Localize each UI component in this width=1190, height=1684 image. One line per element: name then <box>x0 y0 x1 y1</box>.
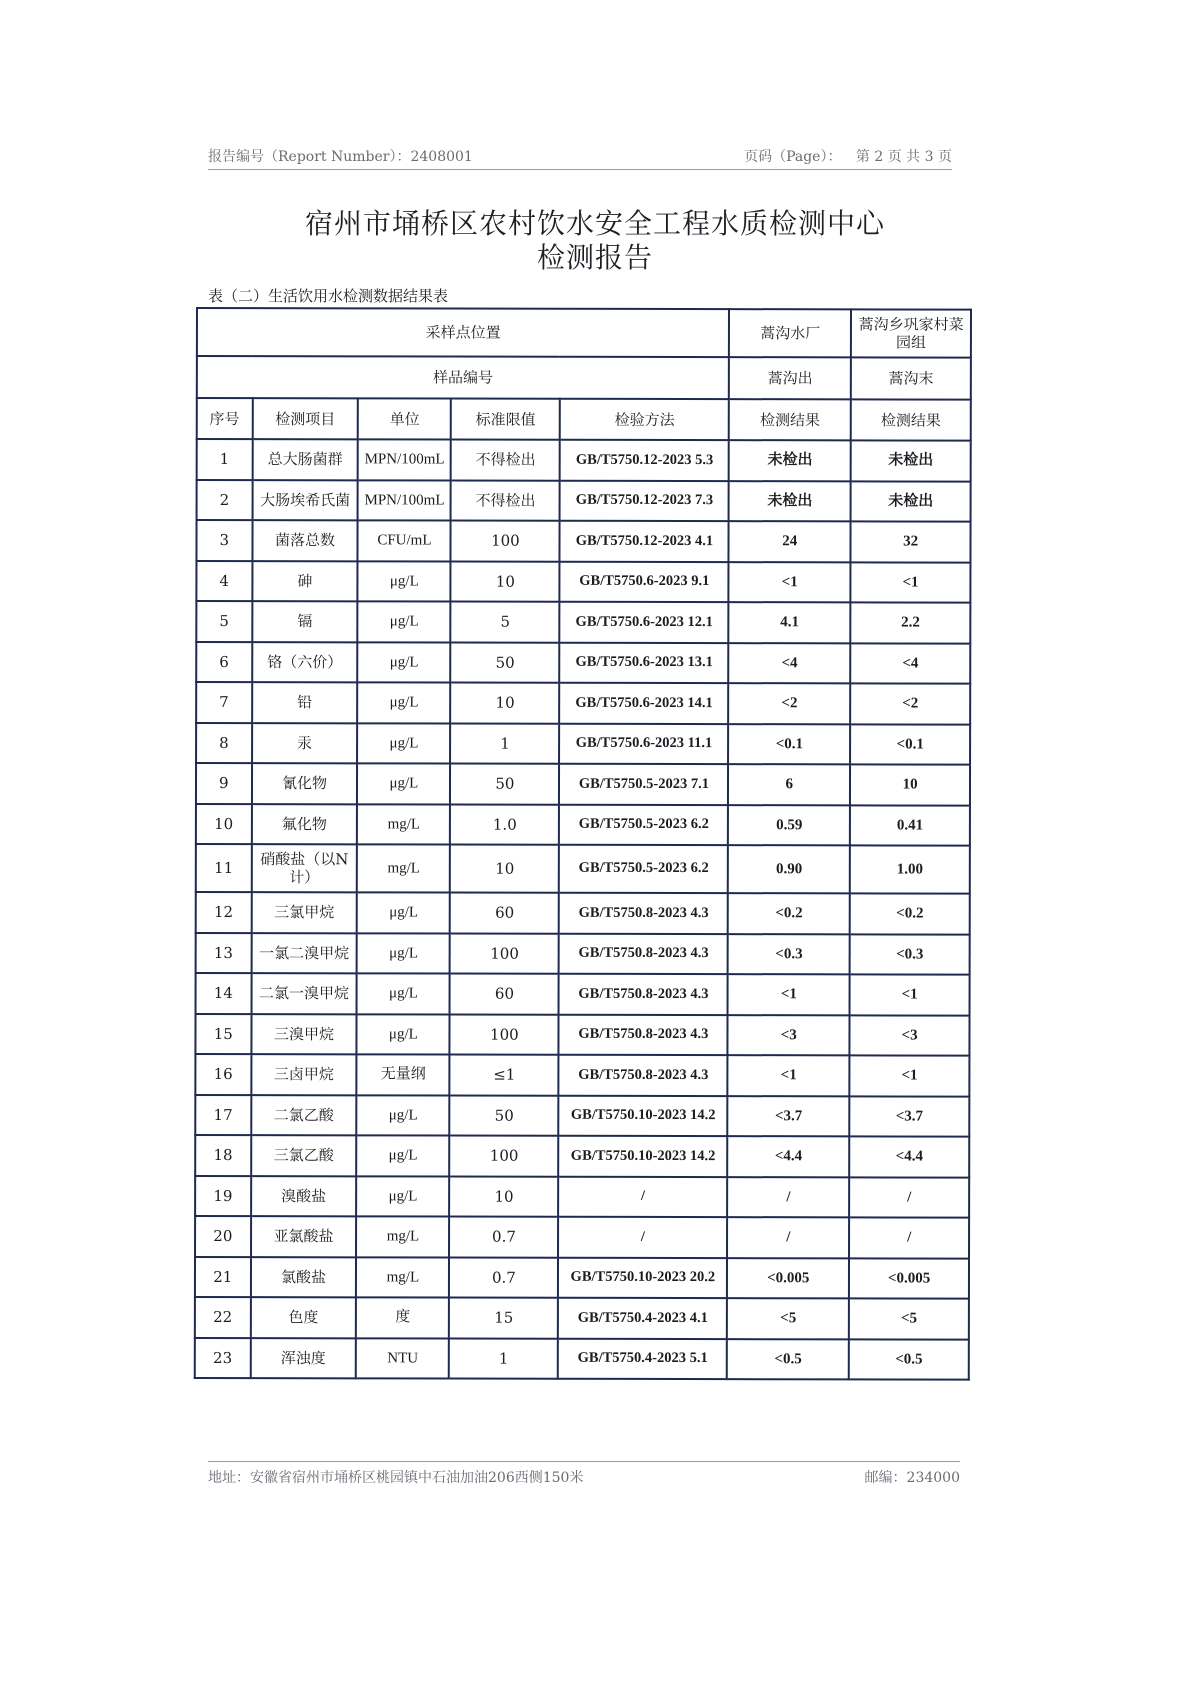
test-item: 色度 <box>250 1297 356 1338</box>
test-method: GB/T5750.4-2023 5.1 <box>558 1338 727 1379</box>
unit: MPN/100mL <box>358 439 451 480</box>
standard-limit: ≤1 <box>450 1055 559 1096</box>
site1-result: 24 <box>729 521 851 562</box>
test-method: GB/T5750.10-2023 14.2 <box>559 1136 728 1177</box>
standard-limit: 1 <box>450 723 559 764</box>
site2-result: <3.7 <box>849 1096 969 1137</box>
test-method: GB/T5750.6-2023 12.1 <box>560 602 729 643</box>
test-item: 三卤甲烷 <box>251 1054 357 1095</box>
test-item: 铬（六价） <box>252 642 358 683</box>
unit: μg/L <box>357 933 450 974</box>
row-number: 4 <box>196 561 252 602</box>
test-item: 三氯甲烷 <box>251 892 357 933</box>
site1-result: 未检出 <box>729 481 851 522</box>
row-number: 6 <box>196 642 252 683</box>
test-item: 菌落总数 <box>252 520 358 561</box>
site1-result: <1 <box>728 974 850 1015</box>
site2-result: <0.2 <box>850 893 970 934</box>
column-header: 标准限值 <box>451 399 560 440</box>
site2-result: <1 <box>850 1055 970 1096</box>
unit: μg/L <box>358 561 451 602</box>
standard-limit: 0.7 <box>449 1217 558 1258</box>
report-number: 报告编号（Report Number）：2408001 <box>208 149 473 165</box>
site1-result: 0.59 <box>728 805 850 846</box>
standard-limit: 10 <box>451 683 560 724</box>
unit: MPN/100mL <box>358 480 451 521</box>
footer-postcode: 邮编：234000 <box>864 1470 960 1486</box>
test-item: 一氯二溴甲烷 <box>251 933 357 974</box>
footer-address: 地址：安徽省宿州市埇桥区桃园镇中石油加油206西侧150米 <box>208 1470 584 1486</box>
site1-result: 4.1 <box>729 602 851 643</box>
test-method: / <box>559 1176 728 1217</box>
test-method: GB/T5750.10-2023 20.2 <box>558 1257 727 1298</box>
row-number: 15 <box>195 1014 251 1055</box>
standard-limit: 60 <box>450 893 559 934</box>
test-item: 铅 <box>252 682 358 723</box>
row-number: 21 <box>195 1257 251 1298</box>
unit: μg/L <box>357 1135 450 1176</box>
site2-result: / <box>849 1177 969 1218</box>
table-row <box>196 892 970 934</box>
unit: μg/L <box>357 973 450 1014</box>
site1-result: <2 <box>729 683 851 724</box>
site2-result: 未检出 <box>851 481 971 522</box>
site2-result: <2 <box>850 683 970 724</box>
table-row <box>195 1297 969 1339</box>
row-number: 3 <box>196 520 252 561</box>
row-number: 19 <box>195 1176 251 1217</box>
standard-limit: 50 <box>450 764 559 805</box>
unit: mg/L <box>357 804 450 845</box>
column-header: 检测结果 <box>729 399 851 440</box>
row-number: 23 <box>195 1337 251 1378</box>
column-header: 检测结果 <box>851 399 971 440</box>
test-item: 二氯一溴甲烷 <box>251 973 357 1014</box>
test-item: 总大肠菌群 <box>252 439 358 480</box>
test-method: GB/T5750.5-2023 6.2 <box>559 845 728 893</box>
row-number: 12 <box>196 892 252 933</box>
site1-result: <0.005 <box>727 1258 849 1299</box>
unit: μg/L <box>358 601 451 642</box>
page-label: 页码（Page）： <box>744 149 842 165</box>
sampling-location-row <box>197 308 971 358</box>
column-header: 序号 <box>197 398 253 439</box>
row-number: 18 <box>195 1135 251 1176</box>
sample-id-row <box>197 356 971 400</box>
row-number: 1 <box>197 439 253 480</box>
site2-result: / <box>849 1217 969 1258</box>
site1-result: <4 <box>729 643 851 684</box>
table-row <box>195 1095 969 1137</box>
site1-result: <0.5 <box>727 1339 849 1380</box>
table-row <box>195 1337 969 1379</box>
site1-result: <3 <box>728 1015 850 1056</box>
test-method: GB/T5750.6-2023 13.1 <box>560 642 729 683</box>
table-row <box>196 520 970 562</box>
sample-id-label: 样品编号 <box>197 356 729 399</box>
site1-result: <0.1 <box>728 724 850 765</box>
site2-result: <0.3 <box>850 934 970 975</box>
row-number: 16 <box>195 1054 251 1095</box>
site1-result: 0.90 <box>728 845 850 893</box>
row-number: 14 <box>196 973 252 1014</box>
table-row <box>195 1216 969 1258</box>
unit: 度 <box>356 1297 449 1338</box>
row-number: 22 <box>195 1297 251 1338</box>
results-table <box>194 307 972 1381</box>
table-row <box>196 601 970 643</box>
row-number: 7 <box>196 682 252 723</box>
site1-result: / <box>727 1217 849 1258</box>
test-item: 三氯乙酸 <box>251 1135 357 1176</box>
site2-result: <1 <box>850 974 970 1015</box>
test-method: GB/T5750.8-2023 4.3 <box>559 893 728 934</box>
site1-result: <1 <box>728 1055 850 1096</box>
standard-limit: 0.7 <box>449 1257 558 1298</box>
column-header: 检测项目 <box>252 398 358 439</box>
table-row <box>196 763 970 805</box>
site1-result: 6 <box>728 764 850 805</box>
unit: μg/L <box>357 1176 450 1217</box>
test-method: GB/T5750.8-2023 4.3 <box>559 1014 728 1055</box>
test-method: GB/T5750.12-2023 4.1 <box>560 521 729 562</box>
test-item: 三溴甲烷 <box>251 1014 357 1055</box>
site1-result: <0.3 <box>728 934 850 975</box>
site1-result: <3.7 <box>728 1096 850 1137</box>
site1-result: / <box>727 1177 849 1218</box>
row-number: 11 <box>196 844 252 892</box>
site1-result: <0.2 <box>728 893 850 934</box>
test-method: GB/T5750.4-2023 4.1 <box>558 1298 727 1339</box>
site2-result: 32 <box>851 521 971 562</box>
site2-result: 未检出 <box>851 440 971 481</box>
unit: μg/L <box>357 892 450 933</box>
site1-result: <1 <box>729 562 851 603</box>
column-header: 检验方法 <box>560 399 729 440</box>
table-row <box>195 1014 969 1056</box>
table-row <box>196 804 970 846</box>
test-method: GB/T5750.5-2023 6.2 <box>559 804 728 845</box>
unit: CFU/mL <box>358 520 451 561</box>
standard-limit: 100 <box>450 1136 559 1177</box>
results-table-body <box>195 308 971 1380</box>
test-method: GB/T5750.10-2023 14.2 <box>559 1095 728 1136</box>
test-method: GB/T5750.6-2023 14.1 <box>560 683 729 724</box>
standard-limit: 10 <box>450 1176 559 1217</box>
table-row <box>196 642 970 684</box>
table-row <box>195 1054 969 1096</box>
table-caption: 表（二）生活饮用水检测数据结果表 <box>208 287 449 305</box>
column-header-row <box>197 398 971 441</box>
site2-location: 蒿沟乡巩家村菜园组 <box>851 309 971 357</box>
standard-limit: 100 <box>451 521 560 562</box>
unit: mg/L <box>357 844 450 892</box>
report-title: 检测报告 <box>536 241 653 274</box>
test-item: 氰化物 <box>252 763 358 804</box>
row-number: 8 <box>196 723 252 764</box>
standard-limit: 10 <box>450 845 559 893</box>
test-method: GB/T5750.8-2023 4.3 <box>559 933 728 974</box>
unit: μg/L <box>357 1095 450 1136</box>
test-item: 镉 <box>252 601 358 642</box>
unit: μg/L <box>358 682 451 723</box>
standard-limit: 50 <box>451 642 560 683</box>
unit: μg/L <box>357 1014 450 1055</box>
unit: mg/L <box>356 1257 449 1298</box>
site2-result: <0.005 <box>849 1258 969 1299</box>
standard-limit: 10 <box>451 561 560 602</box>
table-row <box>195 1176 969 1218</box>
standard-limit: 50 <box>450 1095 559 1136</box>
table-row <box>196 682 970 724</box>
site1-result: 未检出 <box>729 440 851 481</box>
test-method: / <box>558 1217 727 1258</box>
page-indicator <box>734 146 952 166</box>
unit: 无量纲 <box>357 1054 450 1095</box>
test-item: 砷 <box>252 561 358 602</box>
standard-limit: 1.0 <box>450 804 559 845</box>
site2-result: 2.2 <box>851 602 971 643</box>
standard-limit: 5 <box>451 602 560 643</box>
site1-result: <5 <box>727 1298 849 1339</box>
row-number: 10 <box>196 804 252 845</box>
test-item: 溴酸盐 <box>251 1176 357 1217</box>
unit: mg/L <box>356 1216 449 1257</box>
organization-title: 宿州市埇桥区农村饮水安全工程水质检测中心 <box>304 207 885 240</box>
site2-result: <4 <box>850 643 970 684</box>
site2-result: <0.1 <box>850 724 970 765</box>
site1-location: 蒿沟水厂 <box>729 309 851 357</box>
test-item: 浑浊度 <box>250 1338 356 1379</box>
test-method: GB/T5750.8-2023 4.3 <box>559 974 728 1015</box>
site2-result: <3 <box>850 1015 970 1056</box>
site2-result: 10 <box>850 764 970 805</box>
row-number: 17 <box>195 1095 251 1136</box>
site2-result: 0.41 <box>850 805 970 846</box>
row-number: 20 <box>195 1216 251 1257</box>
standard-limit: 1 <box>449 1338 558 1379</box>
test-item: 氟化物 <box>251 804 357 845</box>
report-footer <box>208 1461 960 1487</box>
test-method: GB/T5750.12-2023 7.3 <box>560 480 729 521</box>
table-row <box>195 1257 969 1299</box>
standard-limit: 不得检出 <box>451 440 560 481</box>
site1-sample-id: 蒿沟出 <box>729 357 851 399</box>
table-row <box>196 844 970 894</box>
report-header <box>208 146 952 170</box>
standard-limit: 15 <box>449 1298 558 1339</box>
test-item: 大肠埃希氏菌 <box>252 480 358 521</box>
table-row <box>197 480 971 522</box>
row-number: 9 <box>196 763 252 804</box>
unit: μg/L <box>357 763 450 804</box>
unit: μg/L <box>358 642 451 683</box>
table-row <box>195 1135 969 1177</box>
test-method: GB/T5750.8-2023 4.3 <box>559 1055 728 1096</box>
sampling-location-label: 采样点位置 <box>197 308 729 357</box>
table-row <box>196 973 970 1015</box>
table-row <box>196 933 970 975</box>
unit: μg/L <box>357 723 450 764</box>
standard-limit: 不得检出 <box>451 480 560 521</box>
page-value: 第 2 页 共 3 页 <box>855 149 952 165</box>
test-method: GB/T5750.6-2023 11.1 <box>559 723 728 764</box>
test-item: 二氯乙酸 <box>251 1095 357 1136</box>
table-row <box>196 723 970 765</box>
site1-result: <4.4 <box>728 1136 850 1177</box>
test-method: GB/T5750.12-2023 5.3 <box>560 440 729 481</box>
unit: NTU <box>356 1338 449 1379</box>
site2-result: 1.00 <box>850 845 970 893</box>
row-number: 13 <box>196 933 252 974</box>
site2-result: <1 <box>851 562 971 603</box>
row-number: 5 <box>196 601 252 642</box>
standard-limit: 100 <box>450 1014 559 1055</box>
test-method: GB/T5750.6-2023 9.1 <box>560 561 729 602</box>
test-item: 氯酸盐 <box>251 1257 357 1298</box>
test-method: GB/T5750.5-2023 7.1 <box>559 764 728 805</box>
standard-limit: 100 <box>450 933 559 974</box>
standard-limit: 60 <box>450 974 559 1015</box>
row-number: 2 <box>197 480 253 521</box>
site2-sample-id: 蒿沟末 <box>851 357 971 399</box>
test-item: 汞 <box>252 723 358 764</box>
test-item: 硝酸盐（以N计） <box>251 844 357 892</box>
column-header: 单位 <box>358 398 451 439</box>
site2-result: <5 <box>849 1298 969 1339</box>
site2-result: <0.5 <box>849 1339 969 1380</box>
table-row <box>196 561 970 603</box>
site2-result: <4.4 <box>849 1136 969 1177</box>
table-row <box>197 439 971 481</box>
test-item: 亚氯酸盐 <box>251 1216 357 1257</box>
